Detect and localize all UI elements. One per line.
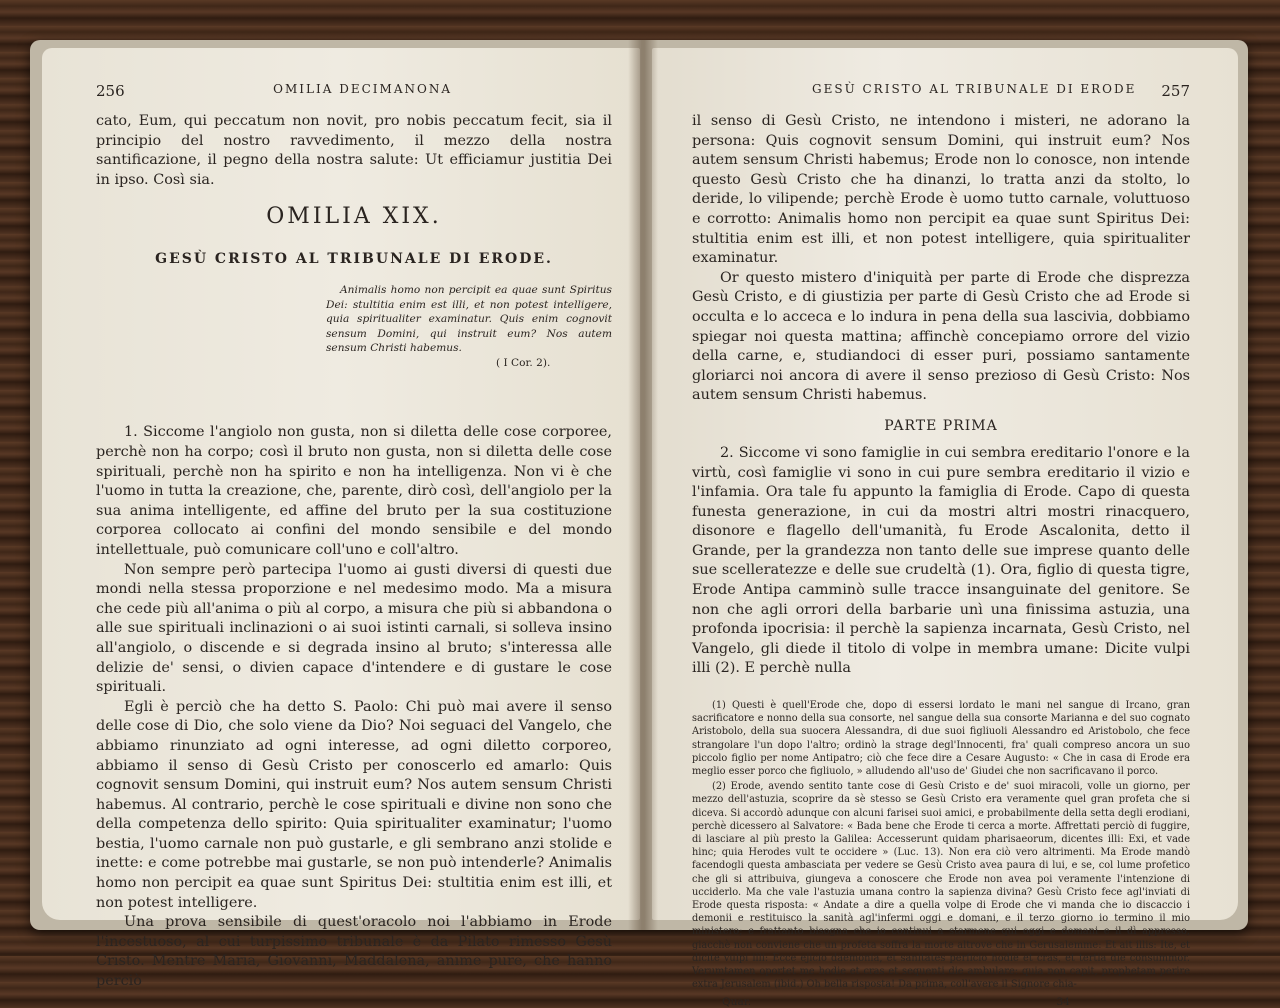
left-running-head xyxy=(96,82,612,100)
right-running-title: GESÙ CRISTO AL TRIBUNALE DI ERODE xyxy=(812,82,1137,96)
footnote-1: (1) Questi è quell'Erode che, dopo di essersi lordato le mani nel sangue di Ircano, gran sacrificatore e nonno della sua consorte, nel sangue della sua consorte Marianna e del suo cognato Aristobolo, della sua suocera Alessandra, di due suoi figliuoli Alessandro ed Aristobolo, che fece strangolare l'un dopo l'altro; ordinò la strage degl'Innocenti, fra' quali compreso ancora un suo piccolo figlio per nome Antipatro; ciò che fece dire a Cesare Augusto: « Che in casa di Erode era meglio esser porco che figliuolo, » alludendo all'uso de' Giudei che non sacrificavano il porco. xyxy=(692,700,1190,778)
epigraph: Animalis homo non percipit ea quae sunt Spiritus Dei: stultitia enim est illi, et non potest intelligere, quia spiritualiter examinatur. Quis enim cognovit sensum Domini, qui instruit eum? Nos autem sensum Christi habemus. xyxy=(326,284,612,354)
open-book xyxy=(30,40,1248,1008)
signature-number: 34 xyxy=(1056,995,1070,1008)
right-page xyxy=(652,48,1238,1008)
right-paragraph-2: Or questo mistero d'iniquità per parte di Erode che disprezza Gesù Cristo, e di giustizia per parte di Gesù Cristo che ad Erode si occulta e lo acceca e lo indura in pena della sua lascivia, dobbiamo spiegar noi questa mattina; affinchè concepiamo orrore del vizio della carne, e, studiandoci di esser puri, possiamo santamente gloriarci noi ancora di avere il senso prezioso di Gesù Cristo: Nos autem sensum Christi habemus. xyxy=(692,269,1190,404)
signature-mark: Quar. xyxy=(722,995,752,1008)
homily-title: OMILIA XIX. xyxy=(266,204,442,230)
left-page xyxy=(42,48,640,990)
homily-subtitle: GESÙ CRISTO AL TRIBUNALE DI ERODE. xyxy=(155,251,553,268)
section-heading: PARTE PRIMA xyxy=(884,417,998,434)
left-paragraph-3: Egli è perciò che ha detto S. Paolo: Chi può mai avere il senso delle cose di Dio, che solo viene da Dio? Noi seguaci del Vangelo, che abbiamo rinunziato ad ogni interesse, ad ogni diletto corporeo, abbiamo il senso di Gesù Cristo per conoscerlo ed amarlo: Quis cognovit sensum Domini, qui instruit eum? Nos autem sensum Christi habemus. Al contrario, perchè le cose spirituali e divine non sono che della competenza dello spirito: Quia spiritualiter examinatur; l'uomo bestia, l'uomo carnale non può gustarle, e gli sembrano anzi stolide e inette: e come potrebbe mai gustarle, se non può intenderle? Animalis homo non percipit ea quae sunt Spiritus Dei: stultitia enim est illi, et non potest intelligere. xyxy=(96,698,612,911)
left-lead-text: cato, Eum, qui peccatum non novit, pro nobis peccatum fecit, sia il principio del nostro ravvedimento, il mezzo della nostra santificazione, il pegno della nostra salute: Ut efficiamur justitia Dei in ipso. Così sia. xyxy=(96,113,612,188)
right-lead-text: il senso di Gesù Cristo, ne intendono i misteri, ne adorano la persona: Quis cognovit sensum Domini, qui instruit eum? Nos autem sensum Christi habemus; Erode non lo conosce, non intende questo Gesù Cristo che ha dinanzi, lo tratta anzi da stolto, lo deride, lo vilipende; perchè Erode è uomo tutto carnale, voluttuoso e corrotto: Animalis homo non percipit ea quae sunt Spiritus Dei: stultitia enim est illi, et non potest intelligere, quia spiritualiter examinatur. xyxy=(692,113,1190,267)
right-paragraph-3: 2. Siccome vi sono famiglie in cui sembra ereditario l'onore e la virtù, così famiglie vi sono in cui pure sembra ereditario il vizio e l'infamia. Ora tale fu appunto la famiglia di Erode. Capo di questa funesta generazione, in cui da mostri altri mostri rinacquero, disonore e flagello dell'umanità, fu Erode Ascalonita, detto il Grande, per la grandezza non tanto delle sue imprese quanto delle sue scelleratezze e delle sue crudeltà (1). Ora, figlio di questa tigre, Erode Antipa camminò sulle tracce insanguinate del genitore. Se non che agli orrori della barbarie unì una finissima astuzia, una profonda ipocrisia: il perchè la sapienza incarnata, Gesù Cristo, nel Vangelo, gli diede il titolo di volpe in membra umane: Dicite vulpi illi (2). E perchè nulla xyxy=(692,444,1190,677)
left-paragraph-2: Non sempre però partecipa l'uomo ai gusti diversi di questi due mondi nella stessa proporzione e nel medesimo modo. Ma a misura che cede più all'anima o più al corpo, a misura che più si abbandona o alle sue spirituali inclinazioni o ai suoi istinti carnali, si solleva insino all'angiolo, o discende e si degrada insino al bruto; s'interessa alle delizie de' sensi, o divien capace d'intendere e di gustare le cose spirituali. xyxy=(96,561,612,696)
left-page-number: 256 xyxy=(96,82,125,100)
left-paragraph-1: 1. Siccome l'angiolo non gusta, non si diletta delle cose corporee, perchè non ha corpo; così il bruto non gusta, non si diletta delle cose spirituali, perchè non ha spirito e non ha intelligenza. Non vi è che l'uomo in tutta la creazione, che, parente, dirò così, dell'angiolo per la sua anima intelligente, ed affine del bruto per la sua costituzione corporea collocato ai confini del mondo sensibile e del mondo intellettuale, può comunicare coll'uno e coll'altro. xyxy=(96,424,612,558)
footnote-2: (2) Erode, avendo sentito tante cose di Gesù Cristo e de' suoi miracoli, volle un giorno, per mezzo dell'astuzia, scoprire da sè stesso se Gesù Cristo era veramente quel gran profeta che si diceva. Si accordò adunque con alcuni farisei suoi amici, e probabilmente della setta degli erodiani, perchè dicessero al Salvatore: « Bada bene che Erode ti cerca a morte. Affrettati perciò di fuggire, di lasciare al più presto la Galilea: Accesserunt quidam pharisaeorum, dicentes illi: Exi, et vade hinc; quia Herodes vult te occidere » (Luc. 13). Non era ciò vero altrimenti. Ma Erode mandò facendogli questa ambasciata per vedere se Gesù Cristo avea paura di lui, e se, col lume profetico che gli si attribuiva, giungeva a conoscere che Erode non avea poi veramente l'intenzione di ucciderlo. Ma che vale l'astuzia umana contro la sapienza divina? Gesù Cristo fece agl'inviati di Erode questa risposta: « Andate a dire a quella volpe di Erode che vi manda che io discaccio i demonii e restituisco la sanità agl'infermi oggi e domani, e il terzo giorno io termino il mio ministero; e frattanto bisogna che io continui a starmene qui oggi e domani e il dì appresso, giacchè non conviene che un profeta soffra la morte altrove che in Gerusalemme: Et ait illis: Ite, et dicite vulpi illi: Ecce ejicio daemonia, et sanitates perficio hodie et cras, et tertia die consummor. Verumtamen oportet me hodie et cras et sequenti die ambulare: quia non capit, prophetam perire extra Jerusalem (ibid.) Oh bella risposta! Da prima, coll'avere il Signore chia- xyxy=(692,781,1190,991)
epigraph-reference: ( I Cor. 2). xyxy=(496,357,551,370)
signature-line xyxy=(692,994,1190,1008)
right-page-number: 257 xyxy=(1161,82,1190,100)
right-running-head xyxy=(692,82,1190,100)
footnotes xyxy=(692,699,1190,991)
left-running-title: OMILIA DECIMANONA xyxy=(273,82,452,96)
left-paragraph-4: Una prova sensibile di quest'oracolo noi l'abbiamo in Erode l'incestuoso, al cui turpissimo tribunale è da Pilato rimesso Gesù Cristo. Mentre Maria, Giovanni, Maddalena, anime pure, che hanno perciò xyxy=(96,914,612,990)
